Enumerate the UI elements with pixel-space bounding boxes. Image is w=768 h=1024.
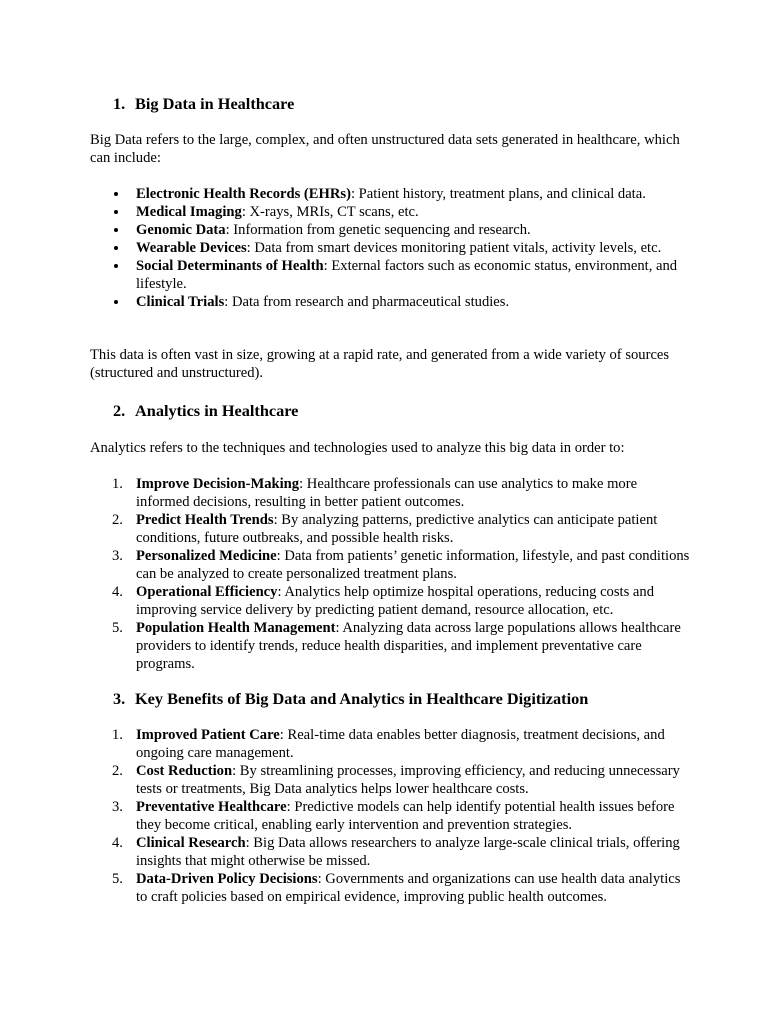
item-text: : Patient history, treatment plans, and clinical data. [350,186,646,202]
item-number: 5. [112,871,123,887]
section-number: 1. [113,94,126,113]
section-number: 2. [113,401,126,420]
list-item [112,870,692,906]
item-text: : External factors such as economic status, environment, and lifestyle. [136,258,678,292]
section-3-numbered-list [112,726,692,906]
item-text: : X-rays, MRIs, CT scans, etc. [241,204,419,220]
list-item [112,583,692,619]
item-text: : Data from research and pharmaceutical studies. [224,294,510,310]
section-1-outro: This data is often vast in size, growing at a rapid rate, and generated from a wide variety of sources (structured and unstructured). [90,347,670,381]
item-text: : Big Data allows researchers to analyze large-scale clinical trials, offering insights that might otherwise be missed. [136,835,680,869]
item-term: Improve Decision-Making [136,476,300,492]
item-term: Data-Driven Policy Decisions [136,871,318,887]
section-title: Big Data in Healthcare [135,94,295,113]
list-item [112,547,692,583]
item-term: Preventative Healthcare [136,799,287,815]
list-item [112,511,692,547]
item-term: Operational Efficiency [136,584,278,600]
section-title: Key Benefits of Big Data and Analytics in Healthcare Digitization [135,689,589,708]
item-number: 1. [112,727,123,743]
item-text: : Real-time data enables better diagnosis, treatment decisions, and ongoing care management. [136,727,665,761]
item-term: Population Health Management [136,620,336,636]
list-item [112,239,692,257]
item-term: Genomic Data [136,222,226,238]
item-number: 1. [112,476,123,492]
section-2-heading [113,401,298,421]
item-text: : Data from patients’ genetic information, lifestyle, and past conditions can be analyzed to create personalized treatment plans. [136,548,690,582]
item-term: Social Determinants of Health [136,258,324,274]
item-term: Personalized Medicine [136,548,277,564]
list-item [112,221,692,239]
list-item [112,798,692,834]
list-item [112,834,692,870]
section-2-intro: Analytics refers to the techniques and technologies used to analyze this big data in order to: [90,440,625,456]
section-1-heading [113,94,294,114]
item-text: : By analyzing patterns, predictive analytics can anticipate patient conditions, future outbreaks, and possible health risks. [136,512,658,546]
item-text: : Predictive models can help identify potential health issues before they become critical, enabling early intervention and prevention strategies. [136,799,675,833]
item-text: : Healthcare professionals can use analytics to make more informed decisions, resulting in better patient outcomes. [136,476,638,510]
list-item [112,293,692,311]
list-item [112,185,692,203]
item-text: : By streamlining processes, improving efficiency, and reducing unnecessary tests or treatments, Big Data analytics helps lower healthcare costs. [136,763,680,797]
item-term: Clinical Trials [136,294,225,310]
item-number: 3. [112,548,123,564]
list-item [112,726,692,762]
item-number: 3. [112,799,123,815]
item-term: Wearable Devices [136,240,247,256]
list-item [112,203,692,221]
item-text: : Analytics help optimize hospital operations, reducing costs and improving service delivery by predicting patient demand, resource allocation, etc. [136,584,654,618]
item-number: 5. [112,620,123,636]
section-1-intro: Big Data refers to the large, complex, and often unstructured data sets generated in healthcare, which can include: [90,132,680,166]
section-2-numbered-list [112,475,692,673]
list-item [112,257,692,293]
item-term: Cost Reduction [136,763,233,779]
section-1-bullet-list [112,185,692,311]
item-term: Clinical Research [136,835,246,851]
item-term: Predict Health Trends [136,512,274,528]
item-text: : Analyzing data across large populations allows healthcare providers to identify trends, reduce health disparities, and implement preventative care programs. [136,620,681,672]
item-number: 2. [112,512,123,528]
list-item [112,619,692,673]
item-number: 2. [112,763,123,779]
item-term: Improved Patient Care [136,727,280,743]
section-number: 3. [113,689,126,708]
item-term: Medical Imaging [136,204,242,220]
item-term: Electronic Health Records (EHRs) [136,186,351,202]
item-text: : Information from genetic sequencing and research. [225,222,531,238]
list-item [112,762,692,798]
list-item [112,475,692,511]
item-text: : Data from smart devices monitoring patient vitals, activity levels, etc. [246,240,662,256]
item-number: 4. [112,835,123,851]
item-text: : Governments and organizations can use health data analytics to craft policies based on empirical evidence, improving public health outcomes. [136,871,681,905]
section-3-heading [113,689,588,709]
section-title: Analytics in Healthcare [135,401,299,420]
item-number: 4. [112,584,123,600]
